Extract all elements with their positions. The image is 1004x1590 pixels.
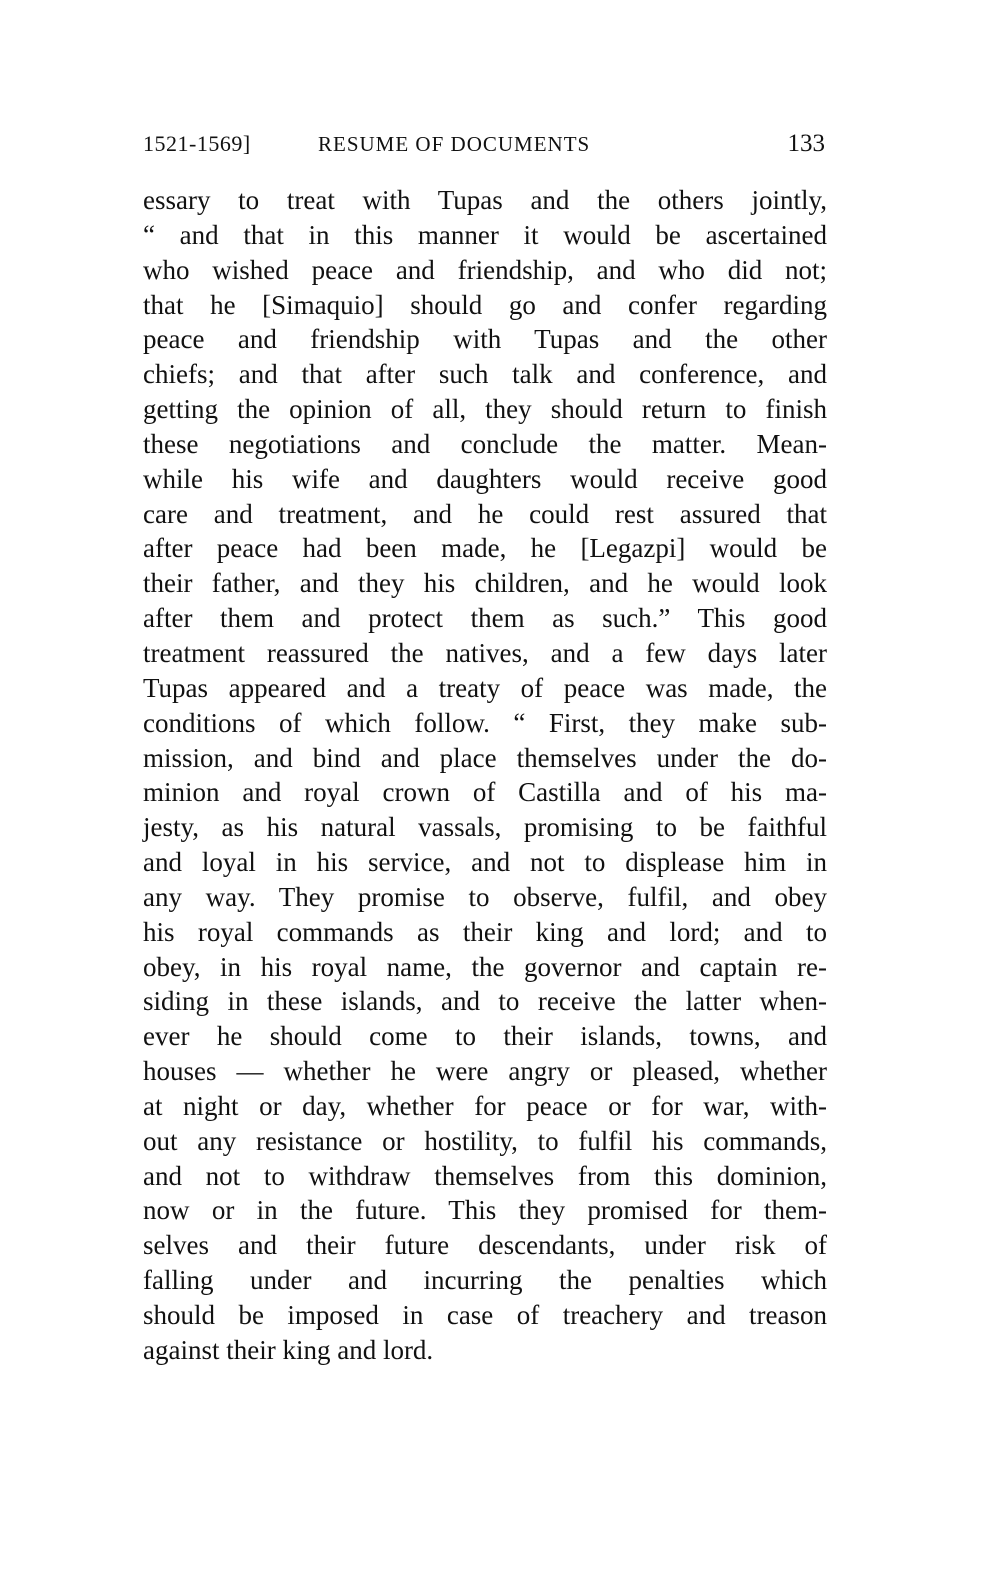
- text-line: that he [Simaquio] should go and confer regarding: [143, 289, 827, 320]
- text-line: peace and friendship with Tupas and the other: [143, 324, 827, 355]
- text-line: should be imposed in case of treachery and treason: [143, 1300, 827, 1330]
- text-line: conditions of which follow. “ First, they make sub-: [143, 707, 827, 738]
- text-line: selves and their future descendants, under risk of: [143, 1230, 827, 1261]
- text-line: and loyal in his service, and not to displease him in: [143, 847, 827, 878]
- text-line: obey, in his royal name, the governor and captain re-: [143, 951, 827, 982]
- running-head-years: 1521-1569]: [143, 131, 251, 156]
- text-line: out any resistance or hostility, to fulfil his commands,: [143, 1125, 827, 1156]
- text-line: ever he should come to their islands, towns, and: [143, 1021, 827, 1052]
- text-line: mission, and bind and place themselves under the do-: [143, 742, 827, 773]
- text-line: siding in these islands, and to receive the latter when-: [143, 986, 827, 1017]
- text-line: who wished peace and friendship, and who did not;: [143, 254, 827, 285]
- text-line: falling under and incurring the penalties which: [143, 1265, 827, 1296]
- text-line: “ and that in this manner it would be ascertained: [143, 219, 827, 250]
- body-paragraph: [143, 183, 827, 1368]
- text-line: their father, and they his children, and he would look: [143, 568, 827, 599]
- text-line: chiefs; and that after such talk and conference, and: [143, 359, 827, 390]
- text-line: after them and protect them as such.” This good: [143, 603, 827, 634]
- text-line: any way. They promise to observe, fulfil, and obey: [143, 881, 827, 912]
- text-line: now or in the future. This they promised for them-: [143, 1195, 827, 1226]
- text-line: after peace had been made, he [Legazpi] would be: [143, 533, 827, 564]
- text-line: while his wife and daughters would receive good: [143, 463, 827, 494]
- running-head-title: RESUME OF DOCUMENTS: [318, 132, 591, 156]
- text-line: these negotiations and conclude the matter. Mean-: [143, 428, 827, 459]
- text-line: jesty, as his natural vassals, promising to be faithful: [143, 812, 827, 843]
- text-line: treatment reassured the natives, and a few days later: [143, 637, 827, 668]
- text-line: getting the opinion of all, they should return to finish: [143, 394, 827, 425]
- text-line: essary to treat with Tupas and the others jointly,: [143, 185, 827, 215]
- text-line: against their king and lord.: [143, 1334, 434, 1365]
- page-number: 133: [787, 130, 825, 157]
- running-head: [143, 127, 827, 161]
- text-line: his royal commands as their king and lord; and to: [143, 916, 827, 947]
- text-line: and not to withdraw themselves from this dominion,: [143, 1160, 827, 1191]
- text-line: minion and royal crown of Castilla and of his ma-: [143, 777, 827, 808]
- text-line: houses — whether he were angry or pleased, whether: [143, 1056, 827, 1087]
- text-line: care and treatment, and he could rest assured that: [143, 498, 827, 529]
- text-line: Tupas appeared and a treaty of peace was made, the: [143, 672, 827, 703]
- text-line: at night or day, whether for peace or for war, with-: [143, 1090, 827, 1121]
